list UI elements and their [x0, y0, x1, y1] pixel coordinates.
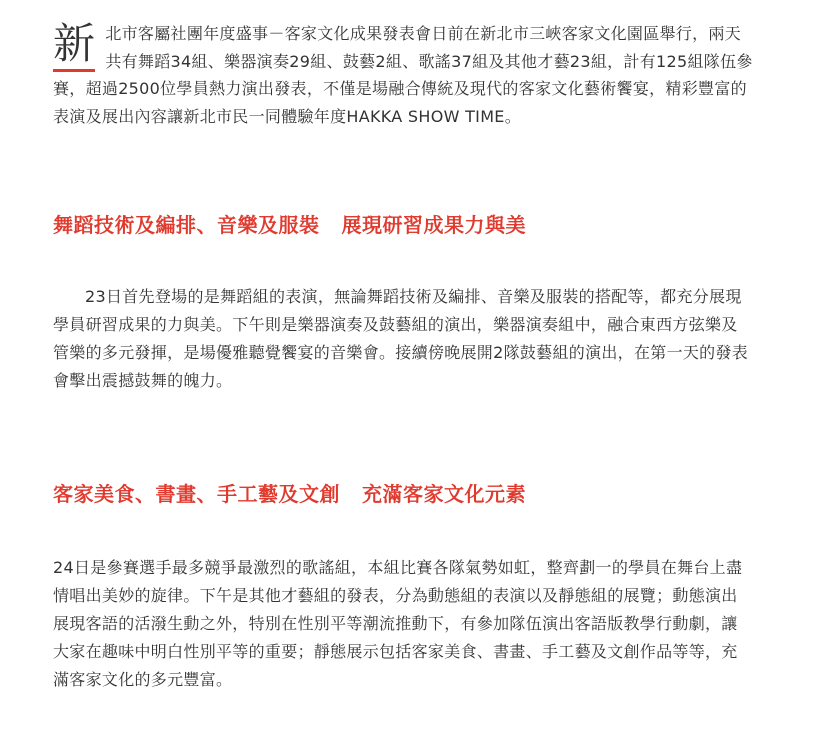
section-heading-dance	[53, 211, 753, 239]
dropcap-letter: 新	[53, 22, 95, 72]
article	[53, 0, 753, 694]
section-body-culture: 24日是參賽選手最多競爭最激烈的歌謠組，本組比賽各隊氣勢如虹，整齊劃一的學員在舞台上盡情唱出美妙的旋律。下午是其他才藝組的發表，分為動態組的表演以及靜態組的展覽；動態演出展現客語的活潑生動之外，特別在性別平等潮流推動下，有參加隊伍演出客語版教學行動劇，讓大家在趣味中明白性別平等的重要；靜態展示包括客家美食、書畫、手工藝及文創作品等等，充滿客家文化的多元豐富。	[53, 558, 743, 689]
section-heading-culture-part-b: 充滿客家文化元素	[362, 482, 526, 506]
intro-text: 北市客屬社團年度盛事－客家文化成果發表會日前在新北市三峽客家文化園區舉行，兩天共有舞蹈34組、樂器演奏29組、鼓藝2組、歌謠37組及其他才藝23組，計有125組隊伍參賽，超過2500位學員熱力演出發表，不僅是場融合傳統及現代的客家文化藝術饗宴，精彩豐富的表演及展出內容讓新北市民一同體驗年度HAKKA SHOW TIME。	[53, 24, 753, 126]
section-heading-culture	[53, 480, 753, 508]
section-heading-culture-part-a: 客家美食、書畫、手工藝及文創	[53, 482, 340, 506]
section-body-dance: 23日首先登場的是舞蹈組的表演，無論舞蹈技術及編排、音樂及服裝的搭配等，都充分展現學員研習成果的力與美。下午則是樂器演奏及鼓藝組的演出，樂器演奏組中，融合東西方弦樂及管樂的多元發揮，是場優雅聽覺饗宴的音樂會。接續傍晚展開2隊鼓藝組的演出，在第一天的發表會擊出震撼鼓舞的魄力。	[53, 287, 749, 390]
section-heading-dance-part-b: 展現研習成果力與美	[341, 213, 526, 237]
intro-paragraph	[53, 20, 753, 130]
section-heading-dance-part-a: 舞蹈技術及編排、音樂及服裝	[53, 213, 320, 237]
